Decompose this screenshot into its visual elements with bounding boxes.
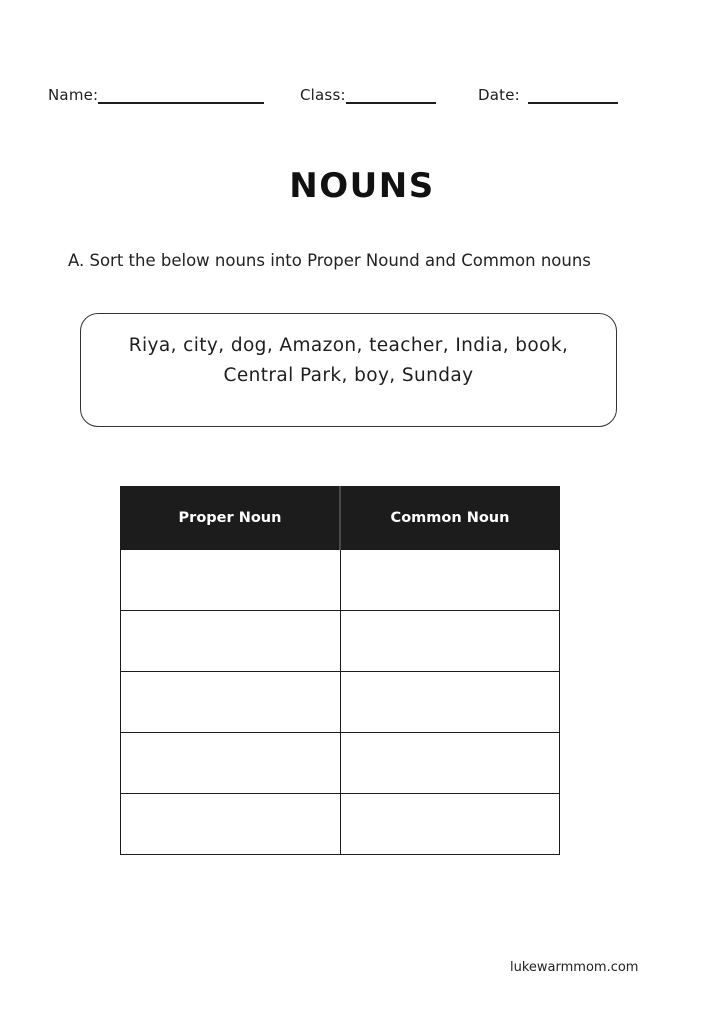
date-label: Date:: [478, 86, 520, 104]
class-field[interactable]: [300, 84, 436, 104]
common-noun-cell[interactable]: [340, 611, 560, 672]
table-row: [121, 733, 560, 794]
name-label: Name:: [48, 86, 99, 104]
proper-noun-cell[interactable]: [121, 611, 341, 672]
sorting-table: [120, 486, 560, 855]
common-noun-cell[interactable]: [340, 794, 560, 855]
table-header-row: [121, 487, 560, 550]
table-row: [121, 794, 560, 855]
proper-noun-cell[interactable]: [121, 794, 341, 855]
proper-noun-cell[interactable]: [121, 550, 341, 611]
common-noun-cell[interactable]: [340, 733, 560, 794]
word-bank-line-1: Riya, city, dog, Amazon, teacher, India, book,: [128, 335, 569, 356]
proper-noun-cell[interactable]: [121, 733, 341, 794]
name-field[interactable]: [48, 84, 264, 104]
footer-website: lukewarmmom.com: [510, 960, 639, 975]
class-blank-line[interactable]: [346, 88, 436, 104]
table-row: [121, 611, 560, 672]
proper-noun-header: Proper Noun: [121, 487, 341, 550]
table-row: [121, 550, 560, 611]
class-label: Class:: [300, 86, 346, 104]
table-row: [121, 672, 560, 733]
date-field[interactable]: [478, 84, 618, 104]
common-noun-cell[interactable]: [340, 672, 560, 733]
word-bank-box: [80, 313, 617, 427]
proper-noun-cell[interactable]: [121, 672, 341, 733]
date-blank-line[interactable]: [528, 88, 618, 104]
common-noun-cell[interactable]: [340, 550, 560, 611]
common-noun-header: Common Noun: [340, 487, 560, 550]
name-blank-line[interactable]: [98, 88, 264, 104]
word-bank-line-2: Central Park, boy, Sunday: [223, 365, 474, 386]
worksheet-title: NOUNS: [289, 166, 435, 206]
instruction-text: A. Sort the below nouns into Proper Nound and Common nouns: [68, 251, 591, 270]
